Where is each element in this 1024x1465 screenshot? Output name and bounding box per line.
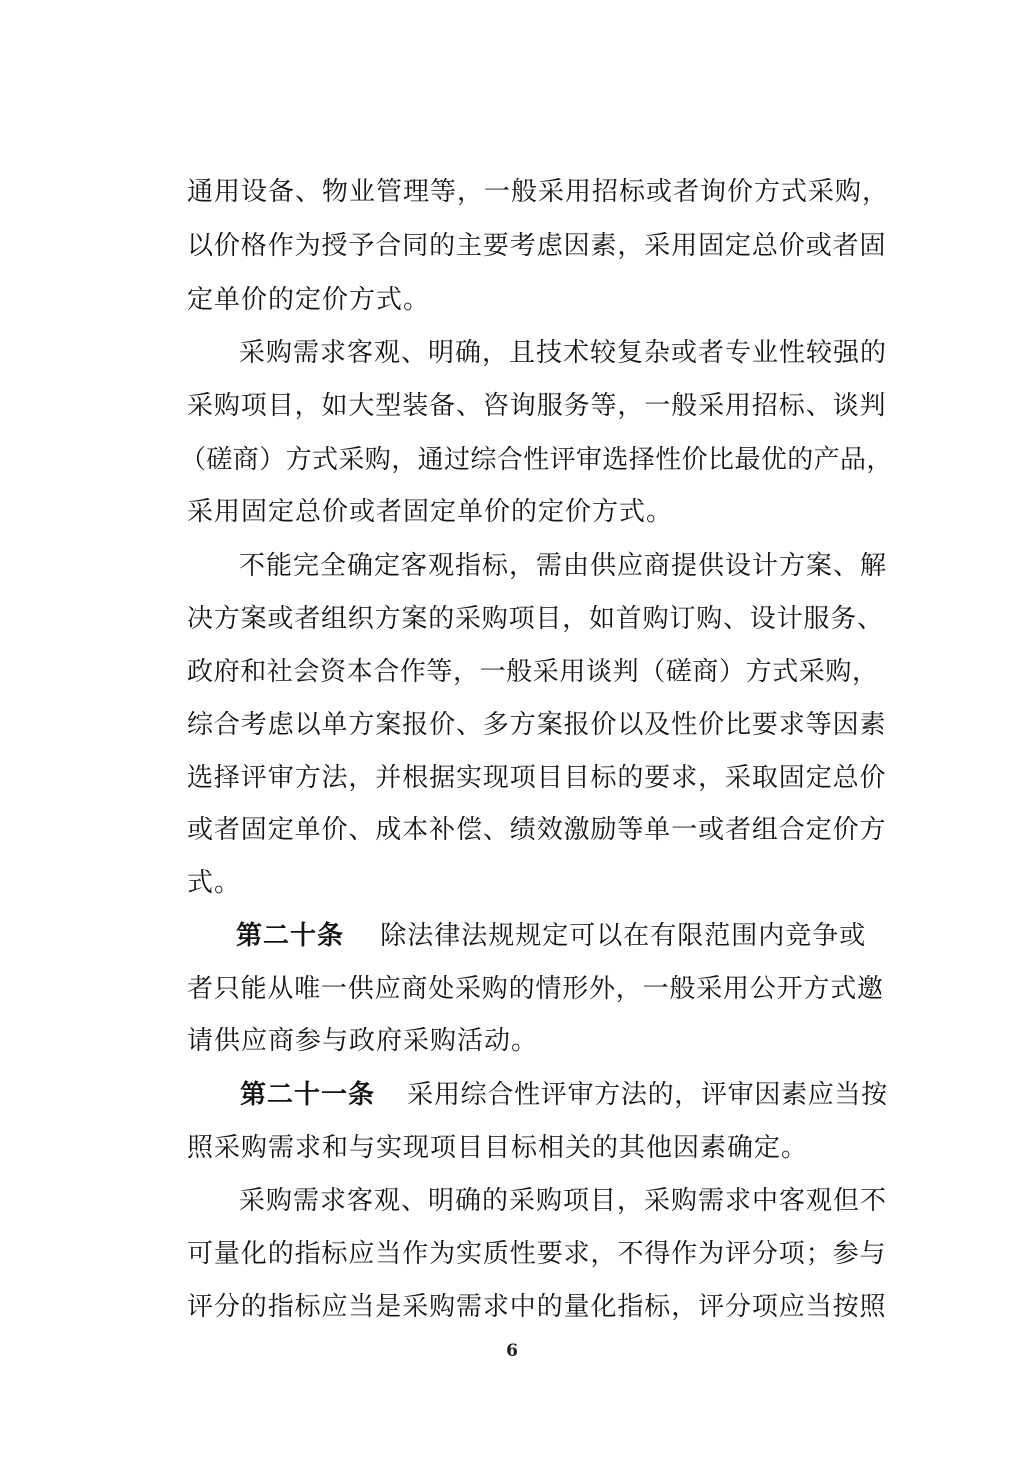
text-line: 不能完全确定客观指标，需由供应商提供设计方案、解 bbox=[239, 551, 888, 581]
text-line: 选择评审方法，并根据实现项目目标的要求，采取固定总价 bbox=[187, 763, 887, 793]
text-line: 定单价的定价方式。 bbox=[187, 285, 431, 315]
text-line: 或者固定单价、成本补偿、绩效激励等单一或者组合定价方 bbox=[187, 815, 887, 845]
article-20-line bbox=[236, 921, 866, 951]
article-20-text: 除法律法规规定可以在有限范围内竞争或 bbox=[380, 921, 867, 951]
text-line: 照采购需求和与实现项目目标相关的其他因素确定。 bbox=[187, 1133, 809, 1163]
text-line: 采用固定总价或者固定单价的定价方式。 bbox=[187, 497, 674, 527]
text-line: 可量化的指标应当作为实质性要求，不得作为评分项；参与 bbox=[187, 1239, 887, 1269]
article-21-text: 采用综合性评审方法的，评审因素应当按 bbox=[407, 1080, 888, 1110]
text-line: 采购需求客观、明确的采购项目，采购需求中客观但不 bbox=[239, 1186, 888, 1216]
text-line: 决方案或者组织方案的采购项目，如首购订购、设计服务、 bbox=[187, 604, 884, 634]
page-number: 6 bbox=[506, 1341, 518, 1361]
article-21-line bbox=[240, 1080, 888, 1110]
text-line: 采购项目，如大型装备、咨询服务等，一般采用招标、谈判 bbox=[187, 391, 887, 421]
text-line: 评分的指标应当是采购需求中的量化指标，评分项应当按照 bbox=[187, 1292, 887, 1322]
text-line: 采购需求客观、明确，且技术较复杂或者专业性较强的 bbox=[239, 338, 888, 368]
article-21-label: 第二十一条 bbox=[240, 1080, 376, 1110]
text-line: 以价格作为授予合同的主要考虑因素，采用固定总价或者固 bbox=[187, 231, 887, 261]
article-20-label: 第二十条 bbox=[236, 921, 345, 951]
text-line: 政府和社会资本合作等，一般采用谈判（磋商）方式采购， bbox=[187, 657, 879, 687]
text-line: 请供应商参与政府采购活动。 bbox=[187, 1026, 539, 1056]
text-line: （磋商）方式采购，通过综合性评审选择性价比最优的产品， bbox=[180, 445, 893, 475]
text-line: 式。 bbox=[187, 868, 242, 898]
text-line: 者只能从唯一供应商处采购的情形外，一般采用公开方式邀 bbox=[187, 974, 884, 1004]
text-line: 综合考虑以单方案报价、多方案报价以及性价比要求等因素 bbox=[187, 710, 887, 740]
text-line: 通用设备、物业管理等，一般采用招标或者询价方式采购， bbox=[187, 177, 890, 207]
